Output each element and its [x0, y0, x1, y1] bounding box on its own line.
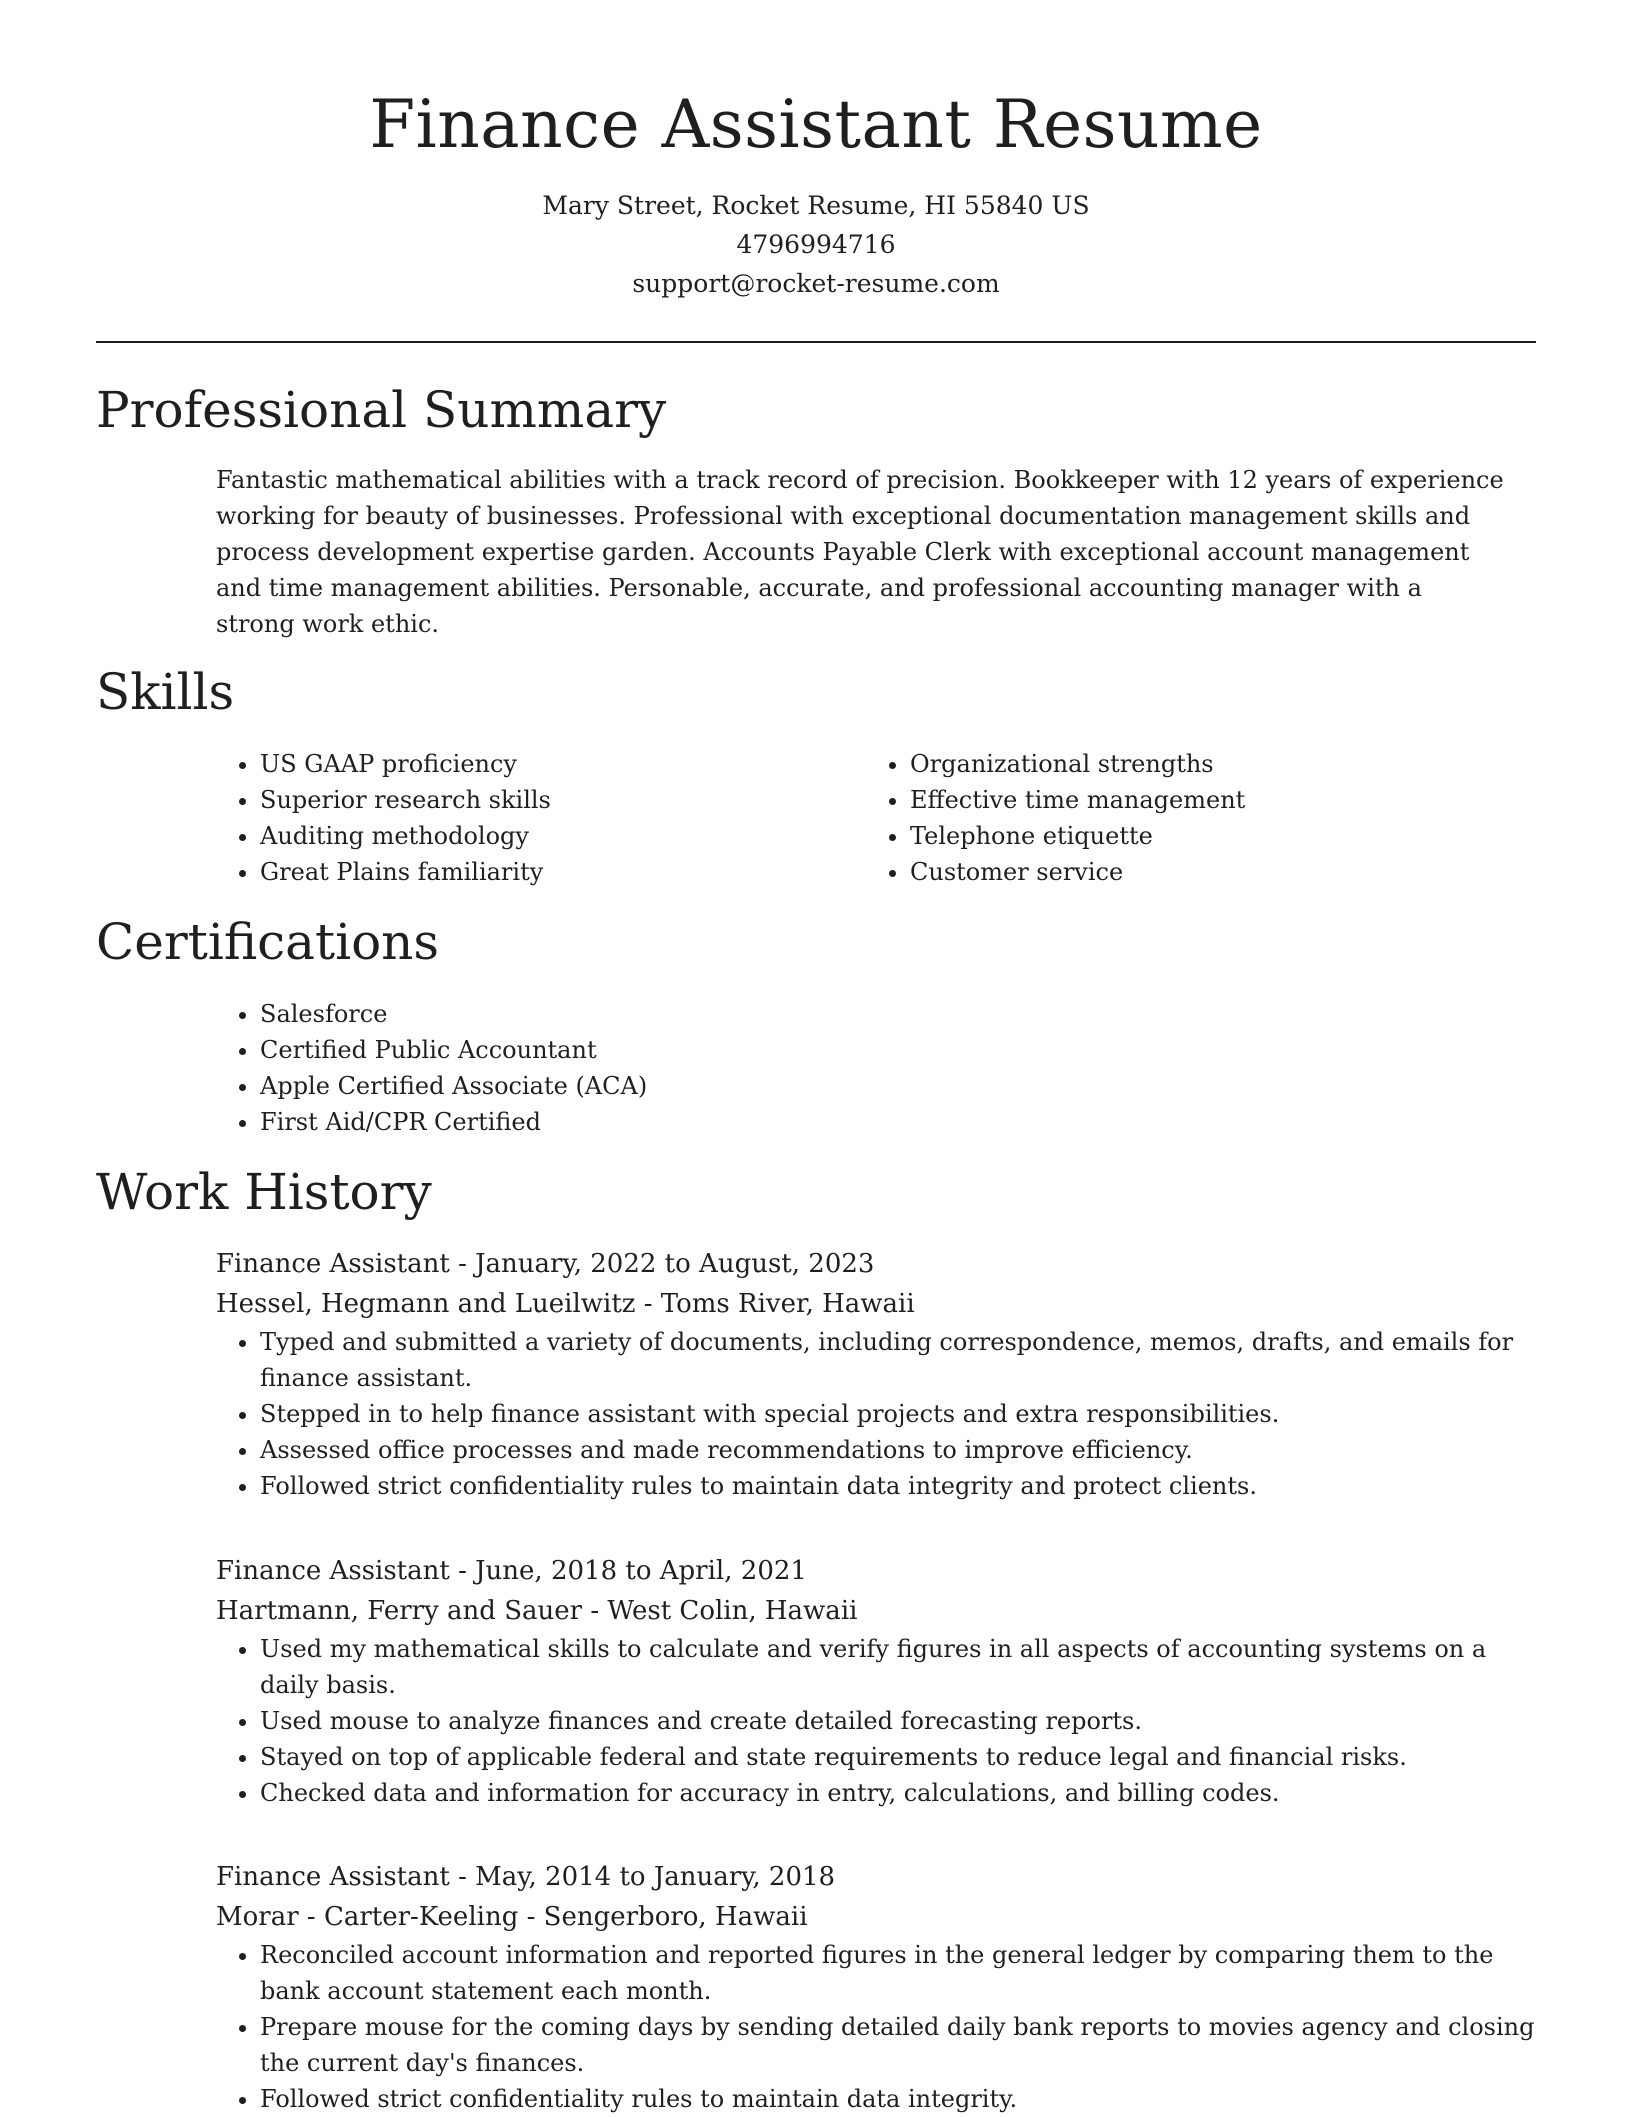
job-company-line: Morar - Carter-Keeling - Sengerboro, Hawaii — [216, 1902, 808, 1932]
summary-text: Fantastic mathematical abilities with a track record of precision. Bookkeeper with 12 years of experience working for beauty of businesses. Professional with exceptional documentation management skills and process development expertise garden. Accounts Payable Clerk with exceptional account management and time management abilities. Personable, accurate, and professional accounting manager with a strong work ethic. — [216, 466, 1504, 638]
address-line: Mary Street, Rocket Resume, HI 55840 US — [542, 191, 1090, 220]
job-bullet: • Used mouse to analyze finances and create detailed forecasting reports. — [260, 1703, 1536, 1739]
skill-item: • US GAAP proficiency — [260, 746, 836, 782]
job-company-line: Hessel, Hegmann and Lueilwitz - Toms River, Hawaii — [216, 1289, 915, 1319]
job-bullets — [172, 1324, 1536, 1504]
job-bullet: • Followed strict confidentiality rules to maintain data integrity. — [260, 2081, 1536, 2117]
job-bullet: • Used my mathematical skills to calculate and verify figures in all aspects of accounting systems on a daily basis. — [260, 1631, 1536, 1703]
job-title-line: Finance Assistant - January, 2022 to August, 2023 — [216, 1249, 875, 1279]
skills-column-left — [216, 746, 836, 890]
job-bullet: • Assessed office processes and made recommendations to improve efficiency. — [260, 1432, 1536, 1468]
resume-header — [0, 80, 1632, 303]
certifications-heading: Certifications — [96, 913, 440, 971]
job-bullet: • Checked data and information for accuracy in entry, calculations, and billing codes. — [260, 1775, 1536, 1811]
skill-item: • Effective time management — [910, 782, 1486, 818]
work-history-heading: Work History — [96, 1163, 432, 1221]
skill-item: • Great Plains familiarity — [260, 854, 836, 890]
phone-line: 4796994716 — [736, 230, 896, 259]
email-line: support@rocket-resume.com — [632, 269, 1000, 298]
skill-item: • Auditing methodology — [260, 818, 836, 854]
certifications-list — [216, 996, 1116, 1140]
skills-column-right — [866, 746, 1486, 890]
job-entry — [216, 1857, 1536, 2117]
job-bullet: • Followed strict confidentiality rules to maintain data integrity and protect clients. — [260, 1468, 1536, 1504]
header-divider — [96, 341, 1536, 343]
job-bullet: • Typed and submitted a variety of documents, including correspondence, memos, drafts, and emails for finance assistant. — [260, 1324, 1536, 1396]
summary-heading: Professional Summary — [96, 381, 667, 439]
job-bullets — [172, 1631, 1536, 1811]
job-bullets — [172, 1937, 1536, 2117]
skill-item: • Telephone etiquette — [910, 818, 1486, 854]
certification-item: • Apple Certified Associate (ACA) — [260, 1068, 1116, 1104]
job-bullet: • Stepped in to help finance assistant with special projects and extra responsibilities. — [260, 1396, 1536, 1432]
skill-item: • Organizational strengths — [910, 746, 1486, 782]
certification-item: • Salesforce — [260, 996, 1116, 1032]
job-title-line: Finance Assistant - May, 2014 to January, 2018 — [216, 1862, 836, 1892]
job-entry — [216, 1244, 1536, 1504]
skill-item: • Customer service — [910, 854, 1486, 890]
contact-block — [0, 186, 1632, 303]
certification-item: • First Aid/CPR Certified — [260, 1104, 1116, 1140]
skills-heading: Skills — [96, 663, 235, 721]
certification-item: • Certified Public Accountant — [260, 1032, 1116, 1068]
job-bullet: • Reconciled account information and reported figures in the general ledger by comparing them to the bank account statement each month. — [260, 1937, 1536, 2009]
job-bullet: • Prepare mouse for the coming days by sending detailed daily bank reports to movies agency and closing the current day's finances. — [260, 2009, 1536, 2081]
job-title-line: Finance Assistant - June, 2018 to April, 2021 — [216, 1556, 807, 1586]
job-bullet: • Stayed on top of applicable federal and state requirements to reduce legal and financial risks. — [260, 1739, 1536, 1775]
job-entry — [216, 1551, 1536, 1811]
page-title: Finance Assistant Resume — [369, 86, 1263, 163]
skill-item: • Superior research skills — [260, 782, 836, 818]
job-company-line: Hartmann, Ferry and Sauer - West Colin, Hawaii — [216, 1596, 858, 1626]
